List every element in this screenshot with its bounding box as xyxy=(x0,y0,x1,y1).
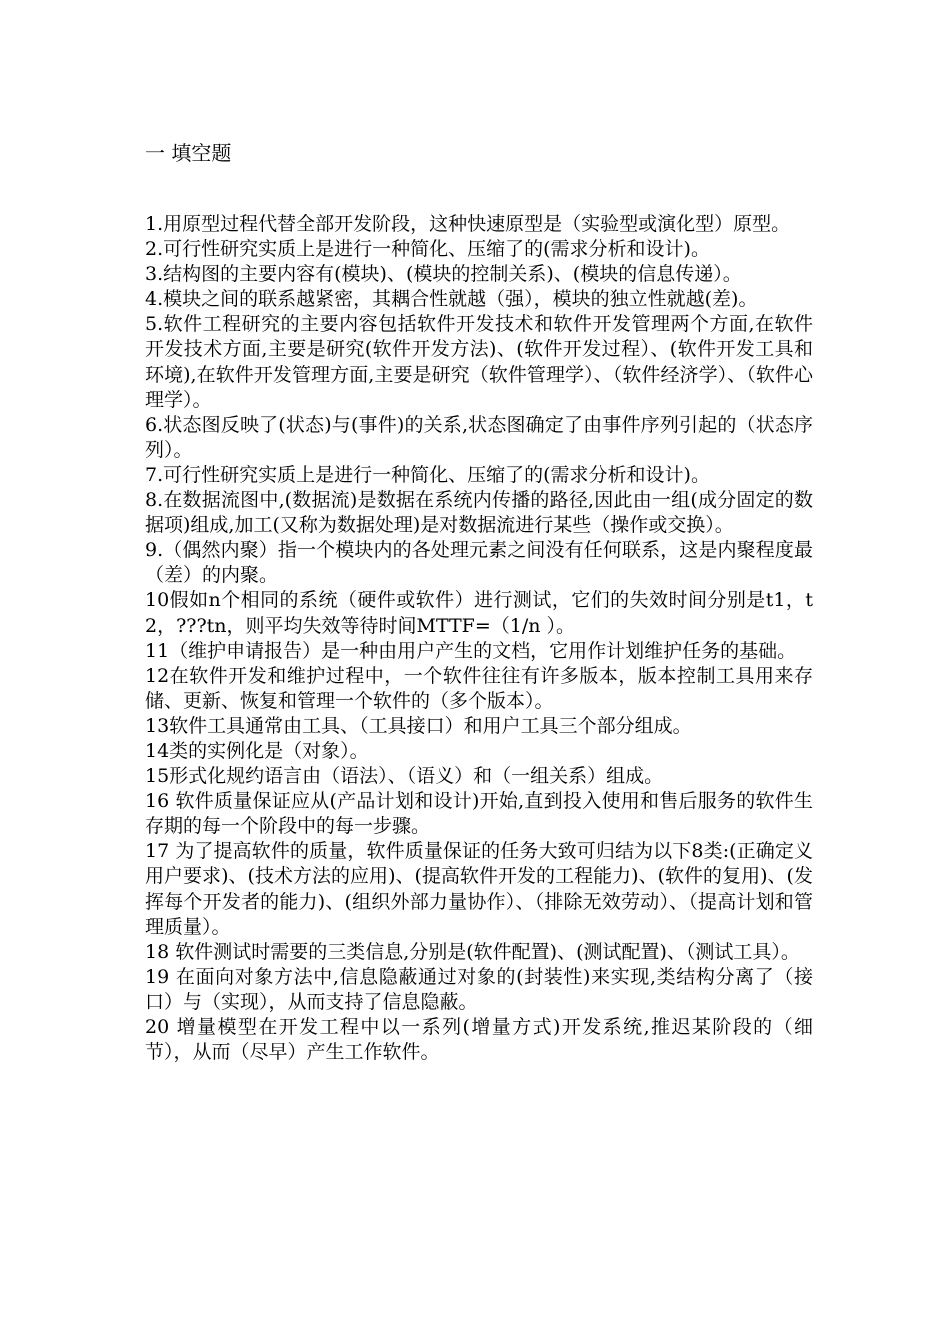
question-item: 11（维护申请报告）是一种由用户产生的文档，它用作计划维护任务的基础。 xyxy=(145,639,797,662)
question-item: 8.在数据流图中,(数据流)是数据在系统内传播的路径,因此由一组(成分固定的数据项)组成,加工(又称为数据处理)是对数据流进行某些（操作或交换）。 xyxy=(145,489,813,537)
question-item: 16 软件质量保证应从(产品计划和设计)开始,直到投入使用和售后服务的软件生存期的每一个阶段中的每一步骤。 xyxy=(145,790,813,838)
question-item: 7.可行性研究实质上是进行一种简化、压缩了的(需求分析和设计)。 xyxy=(145,463,710,486)
question-item: 3.结构图的主要内容有(模块)、(模块的控制关系)、(模块的信息传递）。 xyxy=(145,263,742,286)
question-item: 9.（偶然内聚）指一个模块内的各处理元素之间没有任何联系，这是内聚程度最（差）的内聚。 xyxy=(145,539,813,587)
question-item: 12在软件开发和维护过程中，一个软件往往有许多版本，版本控制工具用来存储、更新、恢复和管理一个软件的（多个版本）。 xyxy=(145,664,813,712)
question-item: 5.软件工程研究的主要内容包括软件开发技术和软件开发管理两个方面,在软件开发技术方面,主要是研究(软件开发方法)、(软件开发过程）、(软件开发工具和环境),在软件开发管理方面,主要是研究（软件管理学）、（软件经济学）、（软件心理学）。 xyxy=(145,313,813,411)
question-item: 10假如n个相同的系统（硬件或软件）进行测试，它们的失效时间分别是t1，t2，???tn，则平均失效等待时间MTTF=（1/n ）。 xyxy=(145,589,813,637)
question-item: 20 增量模型在开发工程中以一系列(增量方式)开发系统,推迟某阶段的（细节），从而（尽早）产生工作软件。 xyxy=(145,1016,813,1064)
question-item: 18 软件测试时需要的三类信息,分别是(软件配置)、(测试配置)、（测试工具）。 xyxy=(145,940,800,963)
question-item: 17 为了提高软件的质量，软件质量保证的任务大致可归结为以下8类:(正确定义用户要求)、(技术方法的应用)、(提高软件开发的工程能力)、(软件的复用)、(发挥每个开发者的能力)、(组织外部力量协作）、（排除无效劳动）、（提高计划和管理质量）。 xyxy=(145,840,813,938)
section-title: 一 填空题 xyxy=(145,141,232,165)
question-item: 4.模块之间的联系越紧密，其耦合性就越（强），模块的独立性就越(差)。 xyxy=(145,288,758,311)
question-item: 6.状态图反映了(状态)与(事件)的关系,状态图确定了由事件序列引起的（状态序列）。 xyxy=(145,413,813,461)
question-item: 13软件工具通常由工具、（工具接口）和用户工具三个部分组成。 xyxy=(145,714,692,737)
question-list xyxy=(145,212,813,1065)
question-item: 19 在面向对象方法中,信息隐蔽通过对象的(封装性)来实现,类结构分离了（接口）与（实现），从而支持了信息隐蔽。 xyxy=(145,965,813,1013)
question-item: 2.可行性研究实质上是进行一种简化、压缩了的(需求分析和设计)。 xyxy=(145,238,710,261)
document-page xyxy=(145,138,813,1065)
question-item: 15形式化规约语言由（语法）、（语义）和（一组关系）组成。 xyxy=(145,765,664,788)
question-item: 1.用原型过程代替全部开发阶段，这种快速原型是（实验型或演化型）原型。 xyxy=(145,213,791,235)
question-item: 14类的实例化是（对象）。 xyxy=(145,739,369,762)
